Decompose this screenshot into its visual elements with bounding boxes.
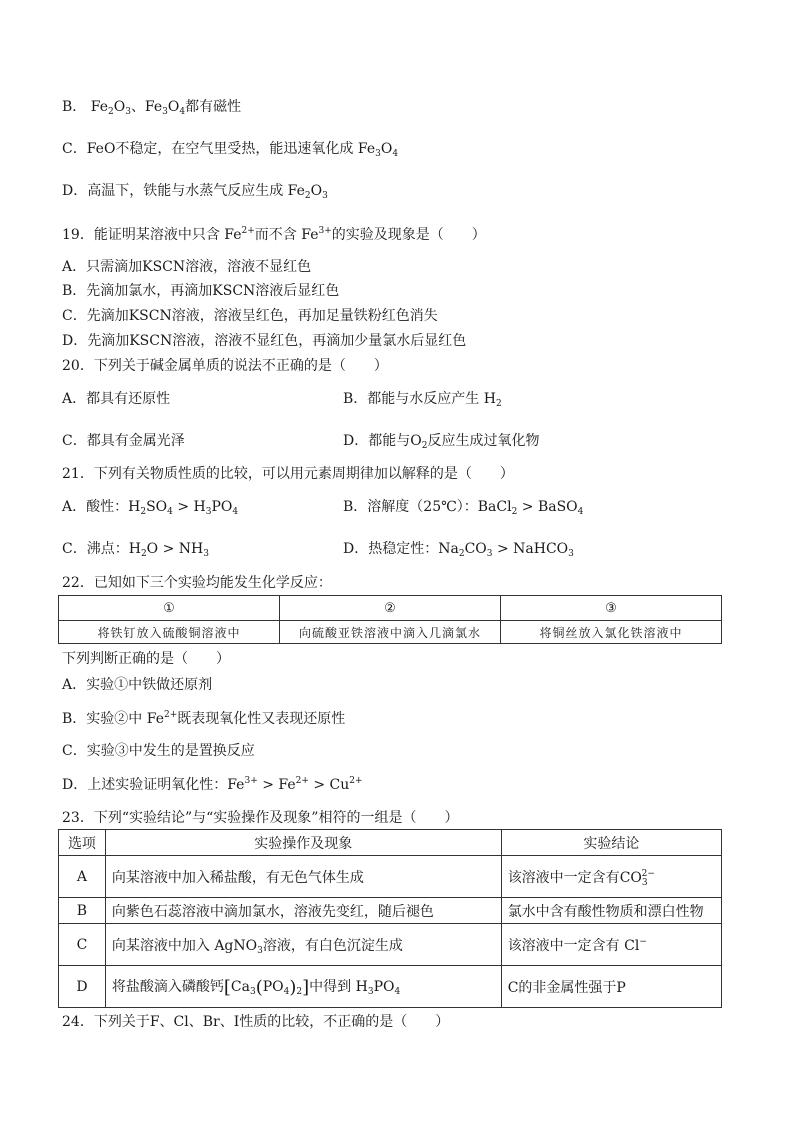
q23-row-b-operation: 向紫色石蕊溶液中滴加氯水，溶液先变红，随后褪色: [105, 898, 501, 924]
q23-row-a-option: A: [59, 856, 106, 898]
q22-option-c: C．实验③中发生的是置换反应: [62, 743, 255, 759]
q22-option-a: A．实验①中铁做还原剂: [62, 677, 213, 693]
q23-header-option: 选项: [59, 830, 106, 856]
q22-stem: 22．已知如下三个实验均能发生化学反应：: [62, 575, 332, 591]
q18-option-c: C．FeO不稳定，在空气里受热，能迅速氧化成 $Fe_3O_4$: [62, 141, 399, 159]
q18-option-d: D．高温下，铁能与水蒸气反应生成 $Fe_2O_3$: [62, 183, 328, 201]
q21-option-b: B．溶解度（25℃）：BaCl$_2$ > BaSO$_4$: [343, 499, 584, 517]
q22-cell-3: 将铜丝放入氯化铁溶液中: [501, 621, 722, 644]
q23-row-b-option: B: [59, 898, 106, 924]
q22-cell-2: 向硫酸亚铁溶液中滴入几滴氯水: [280, 621, 501, 644]
q20-stem: 20．下列关于碱金属单质的说法不正确的是（ ）: [62, 358, 388, 374]
q23-header-operation: 实验操作及现象: [105, 830, 501, 856]
q21-option-a: A．酸性：$H_2SO_4 > H_3PO_4$: [62, 499, 239, 517]
table-row: [59, 966, 722, 1008]
table-row: [59, 856, 722, 898]
q23-row-c-option: C: [59, 924, 106, 966]
table-row: [59, 898, 722, 924]
q22-judge: 下列判断正确的是（ ）: [62, 651, 230, 667]
table-row: [59, 924, 722, 966]
q22-table: [58, 595, 722, 644]
q18-option-b: B． $Fe_2O_3$、$Fe_3O_4$都有磁性: [62, 99, 242, 117]
q23-row-d-operation: 将盐酸滴入磷酸钙$[Ca_3(PO_4)_2]$中得到 $H_3PO_4$: [105, 966, 501, 1008]
q20-option-b: B．都能与水反应产生 $H_2$: [343, 391, 502, 409]
q19-option-b: B．先滴加氯水，再滴加KSCN溶液后显红色: [62, 283, 340, 299]
q19-stem: 19．能证明某溶液中只含 $Fe^{2+}$而不含 $Fe^{3+}$的实验及现象是（ ）: [62, 226, 486, 243]
q22-header-3: ③: [501, 596, 722, 621]
q22-cell-1: 将铁钉放入硫酸铜溶液中: [59, 621, 280, 644]
q19-option-c: C．先滴加KSCN溶液，溶液呈红色，再加足量铁粉红色消失: [62, 308, 438, 324]
q20-option-d: D．都能与$O_2$反应生成过氧化物: [343, 433, 540, 451]
q20-option-a: A．都具有还原性: [62, 391, 171, 407]
q23-row-c-operation: 向某溶液中加入 AgNO$_3$溶液，有白色沉淀生成: [105, 924, 501, 966]
q19-option-a: A．只需滴加KSCN溶液，溶液不显红色: [62, 259, 312, 275]
q22-header-1: ①: [59, 596, 280, 621]
q23-row-b-conclusion: 氯水中含有酸性物质和漂白性物: [501, 898, 721, 924]
q22-header-2: ②: [280, 596, 501, 621]
q20-option-c: C．都具有金属光泽: [62, 433, 185, 449]
q19-option-d: D．先滴加KSCN溶液，溶液不显红色，再滴加少量氯水后显红色: [62, 333, 467, 349]
q23-row-a-operation: 向某溶液中加入稀盐酸，有无色气体生成: [105, 856, 501, 898]
q23-row-a-conclusion: 该溶液中一定含有$CO_3^{2-}$: [501, 856, 721, 898]
q23-row-d-conclusion: C的非金属性强于P: [501, 966, 721, 1008]
q21-option-c: C．沸点：$H_2O > NH_3$: [62, 541, 209, 559]
q23-row-d-option: D: [59, 966, 106, 1008]
q21-stem: 21．下列有关物质性质的比较，可以用元素周期律加以解释的是（ ）: [62, 466, 514, 482]
q23-table: [58, 829, 722, 1008]
q22-option-d: D．上述实验证明氧化性：$Fe^{3+} > Fe^{2+} > Cu^{2+}$: [62, 776, 363, 793]
q23-header-conclusion: 实验结论: [501, 830, 721, 856]
q23-stem: 23．下列“实验结论”与“实验操作及现象”相符的一组是（ ）: [62, 810, 459, 826]
q21-option-d: D．热稳定性：$Na_2CO_3$ > NaHCO$_3$: [343, 541, 574, 559]
q24-stem: 24．下列关于F、Cl、Br、I性质的比较，不正确的是（ ）: [62, 1014, 450, 1030]
q23-row-c-conclusion: 该溶液中一定含有 Cl−: [501, 924, 721, 966]
q22-option-b: B．实验②中 $Fe^{2+}$既表现氧化性又表现还原性: [62, 710, 346, 727]
